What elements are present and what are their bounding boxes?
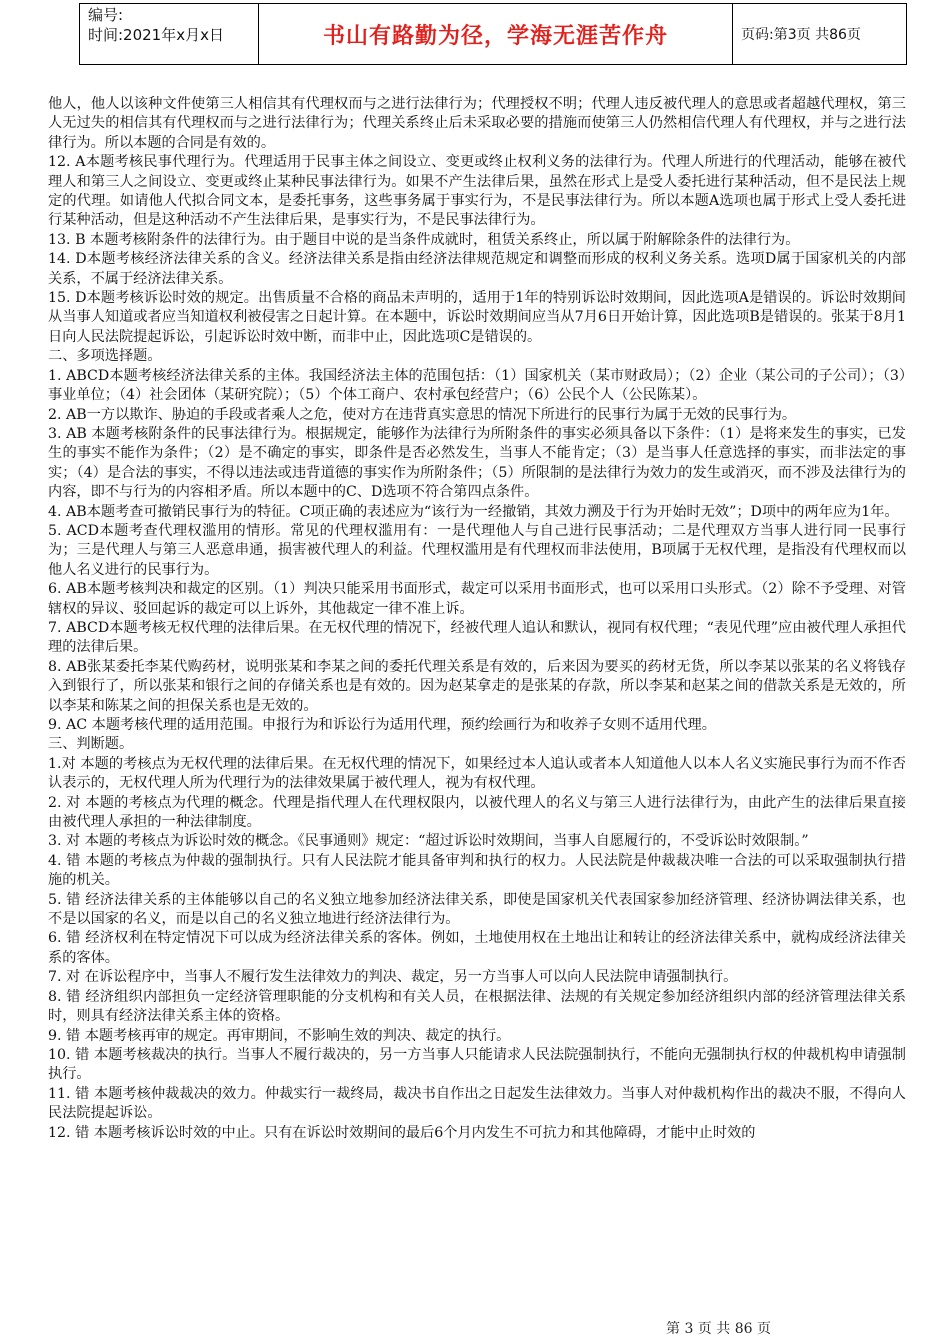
paragraph: 6. AB本题考核判决和裁定的区别。（1）判决只能采用书面形式，裁定可以采用书面形式，也可以采用口头形式。（2）除不予受理、对管辖权的异议、驳回起诉的裁定可以上诉外，其他裁定一律不准上诉。 xyxy=(48,581,906,617)
paragraph: 3. AB 本题考核附条件的民事法律行为。根据规定，能够作为法律行为所附条件的事实必须具备以下条件：（1）是将来发生的事实，已发生的事实不能作为条件；（2）是不确定的事实，即条件是否必然发生，当事人不能肯定；（3）是当事人任意选择的事实，而非法定的事实；（4）是合法的事实，不得以违法或违背道德的事实作为所附条件；（5）所限制的是法律行为效力的发生或消灭，而不涉及法律行为的内容，即不与行为的内容相矛盾。所以本题中的C、D选项不符合第四点条件。 xyxy=(48,425,906,501)
paragraph: 10. 错 本题考核裁决的执行。当事人不履行裁决的，另一方当事人只能请求人民法院强制执行，不能向无强制执行权的仲裁机构申请强制执行。 xyxy=(48,1046,906,1083)
paragraph: 3. 对 本题的考核点为诉讼时效的概念。《民事通则》规定：“超过诉讼时效期间，当事人自愿履行的，不受诉讼时效限制。” xyxy=(48,833,809,850)
motto: 书山有路勤为径，学海无涯苦作舟 xyxy=(259,4,733,64)
paragraph: 4. AB本题考查可撤销民事行为的特征。C项正确的表述应为“该行为一经撤销，其效力溯及于行为开始时无效”；D项中的两年应为1年。 xyxy=(48,503,899,520)
page-footer: 第 3 页 共 86 页 xyxy=(666,1321,771,1337)
paragraph: 2. AB一方以欺诈、胁迫的手段或者乘人之危，使对方在违背真实意思的情况下所进行的民事行为属于无效的民事行为。 xyxy=(48,406,797,423)
header-meta xyxy=(79,4,259,64)
paragraph: 9. AC 本题考核代理的适用范围。申报行为和诉讼行为适用代理，预约绘画行为和收养子女则不适用代理。 xyxy=(48,717,716,733)
paragraph: 4. 错 本题的考核点为仲裁的强制执行。只有人民法院才能具备审判和执行的权力。人民法院是仲裁裁决唯一合法的可以采取强制执行措施的机关。 xyxy=(48,852,906,889)
document-body xyxy=(48,95,906,1143)
section-heading: 三、判断题。 xyxy=(48,736,134,753)
paragraph: 他人，他人以该种文件使第三人相信其有代理权而与之进行法律行为；代理授权不明；代理人违反被代理人的意思或者超越代理权，第三人无过失的相信其有代理权而与之进行法律行为；代理关系终止后未采取必要的措施而使第三人仍然相信代理人有代理权，并与之进行法律行为。所以本题的合同是有效的。 xyxy=(48,96,906,151)
paragraph: 12. 错 本题考核诉讼时效的中止。只有在诉讼时效期间的最后6个月内发生不可抗力和其他障碍，才能中止时效的 xyxy=(48,1124,756,1141)
paragraph: 14. D本题考核经济法律关系的含义。经济法律关系是指由经济法律规范规定和调整而形成的权利义务关系。选项D属于国家机关的内部关系，不属于经济法律关系。 xyxy=(48,251,906,287)
paragraph: 5. ACD本题考查代理权滥用的情形。常见的代理权滥用有：一是代理他人与自己进行民事活动；二是代理双方当事人进行同一民事行为；三是代理人与第三人恶意串通，损害被代理人的利益。代理权滥用是有代理权而非法使用，B项属于无权代理，是指没有代理权而以他人名义进行的民事行为。 xyxy=(48,522,906,578)
paragraph: 5. 错 经济法律关系的主体能够以自己的名义独立地参加经济法律关系，即使是国家机关代表国家参加经济管理、经济协调法律关系，也不是以国家的名义，而是以自己的名义独立地进行经济法律行为。 xyxy=(48,891,906,928)
paragraph: 9. 错 本题考核再审的规定。再审期间，不影响生效的判决、裁定的执行。 xyxy=(48,1027,511,1044)
section-heading: 二、多项选择题。 xyxy=(48,348,162,365)
paragraph: 8. AB张某委托李某代购药材，说明张某和李某之间的委托代理关系是有效的，后来因为要买的药材无货，所以李某以张某的名义将钱存入到银行了，所以张某和银行之间的存储关系也是有效的。因为赵某拿走的是张某的存款，所以李某和赵某之间的借款关系是无效的，所以李某和陈某之间的担保关系也是无效的。 xyxy=(48,658,906,714)
time-label: 时间:2021年x月x日 xyxy=(88,26,224,44)
paragraph: 12. A本题考核民事代理行为。代理适用于民事主体之间设立、变更或终止权利义务的法律行为。代理人所进行的代理活动，能够在被代理人和第三人之间设立、变更或终止某种民事法律行为。如果不产生法律后果，虽然在形式上是受人委托进行某种活动，但不是民法上规定的代理。如请他人代拟合同文本，是委托事务，这些事务属于事实行为，不是民事法律行为。所以本题A选项也属于形式上受人委托进行某种活动，但是这种活动不产生法律后果，是事实行为，不是民事法律行为。 xyxy=(48,154,906,229)
paragraph: 13. B 本题考核附条件的法律行为。由于题目中说的是当条件成就时，租赁关系终止，所以属于附解除条件的法律行为。 xyxy=(48,231,800,248)
paragraph: 7. ABCD本题考核无权代理的法律后果。在无权代理的情况下，经被代理人追认和默认，视同有权代理；“表见代理”应由被代理人承担代理的法律后果。 xyxy=(48,619,906,656)
paragraph: 7. 对 在诉讼程序中，当事人不履行发生法律效力的判决、裁定，另一方当事人可以向人民法院申请强制执行。 xyxy=(48,969,738,986)
paragraph: 1.对 本题的考核点为无权代理的法律后果。在无权代理的情况下，如果经过本人追认或者本人知道他人以本人名义实施民事行为而不作否认表示的，无权代理人所为代理行为的法律效果属于被代理人，视为有权代理。 xyxy=(48,755,906,792)
paragraph: 11. 错 本题考核仲裁裁决的效力。仲裁实行一裁终局，裁决书自作出之日起发生法律效力。当事人对仲裁机构作出的裁决不服，不得向人民法院提起诉讼。 xyxy=(48,1085,906,1122)
page-info: 页码:第3页 共86页 xyxy=(733,4,907,64)
number-label: 编号: xyxy=(88,6,124,24)
paragraph: 2. 对 本题的考核点为代理的概念。代理是指代理人在代理权限内，以被代理人的名义与第三人进行法律行为，由此产生的法律后果直接由被代理人承担的一种法律制度。 xyxy=(48,794,906,831)
paragraph: 6. 错 经济权利在特定情况下可以成为经济法律关系的客体。例如，土地使用权在土地出让和转让的经济法律关系中，就构成经济法律关系的客体。 xyxy=(48,930,906,966)
page-header xyxy=(79,3,907,65)
paragraph: 1. ABCD本题考核经济法律关系的主体。我国经济法主体的范围包括：（1）国家机关（某市财政局）；（2）企业（某公司的子公司）；（3）事业单位；（4）社会团体（某研究院）；（5）个体工商户、农村承包经营户；（6）公民个人（公民陈某）。 xyxy=(48,367,906,404)
paragraph: 15. D本题考核诉讼时效的规定。出售质量不合格的商品未声明的，适用于1年的特别诉讼时效期间，因此选项A是错误的。诉讼时效期间从当事人知道或者应当知道权利被侵害之日起计算。在本题中，诉讼时效期间应当从7月6日开始计算，因此选项B是错误的。张某于8月1日向人民法院提起诉讼，引起诉讼时效中断，而非中止，因此选项C是错误的。 xyxy=(48,290,906,345)
paragraph: 8. 错 经济组织内部担负一定经济管理职能的分支机构和有关人员，在根据法律、法规的有关规定参加经济组织内部的经济管理法律关系时，则具有经济法律关系主体的资格。 xyxy=(48,988,906,1025)
